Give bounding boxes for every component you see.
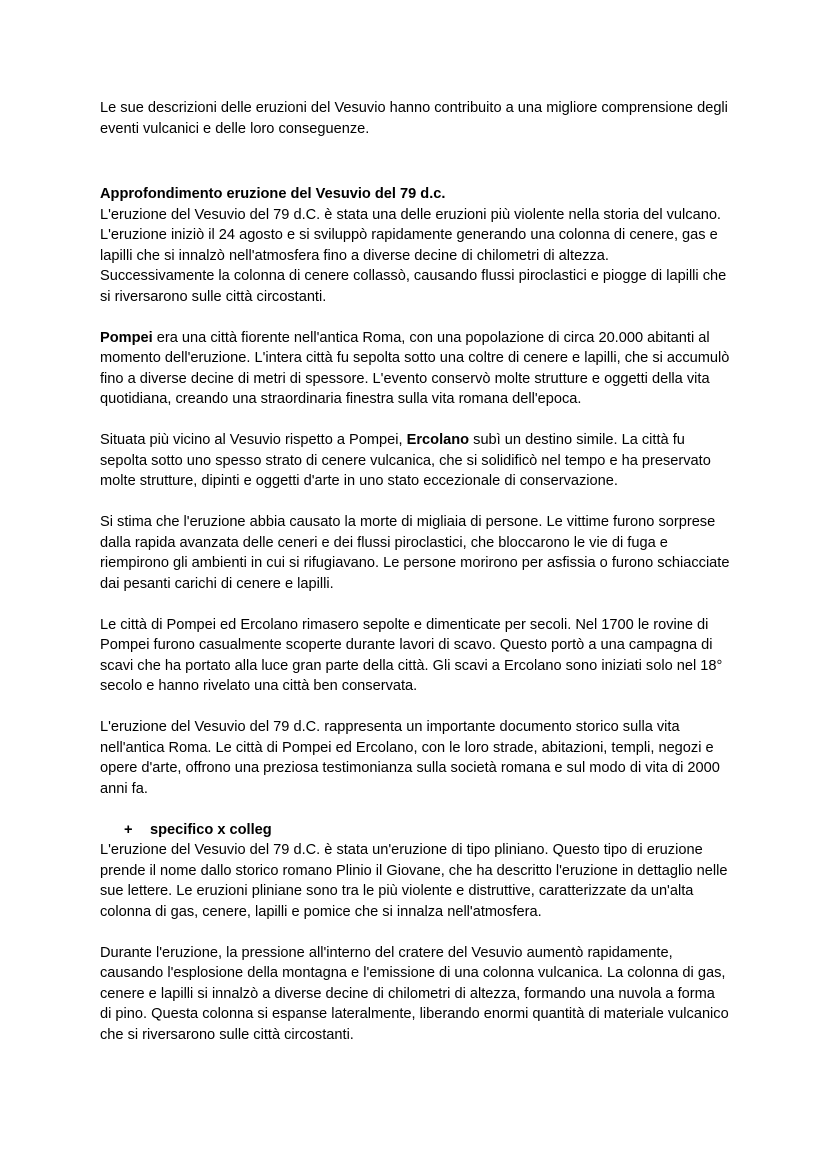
plus-bullet-icon: + <box>124 821 133 838</box>
spacer <box>100 139 730 179</box>
paragraph-eruption-overview: L'eruzione del Vesuvio del 79 d.C. è stata una delle eruzioni più violente nella storia del vulcano. L'eruzione iniziò il 24 agosto e si sviluppò rapidamente generando una colonna di cenere, gas e lapilli che si innalzò nell'atmosfera fino a diverse decine di chilometri di altezza. <box>100 206 721 264</box>
spacer <box>100 492 730 513</box>
spacer <box>100 922 730 943</box>
document-page <box>100 98 730 1045</box>
ercolano-term: Ercolano <box>406 432 470 448</box>
spacer <box>100 697 730 718</box>
intro-paragraph: Le sue descrizioni delle eruzioni del Vesuvio hanno contribuito a una migliore comprensione degli eventi vulcanici e delle loro conseguenze. <box>100 100 728 137</box>
paragraph-victims: Si stima che l'eruzione abbia causato la morte di migliaia di persone. Le vittime furono sorprese dalla rapida avanzata delle ceneri e dei flussi piroclastici, che bloccarono le vie di fuga e riempirono gli ambienti in cui si rifugiavano. Le persone morirono per asfissia o furono schiacciate dai pesanti carichi di cenere e lapilli. <box>100 514 730 592</box>
spacer <box>100 307 730 328</box>
paragraph-ercolano <box>100 430 730 492</box>
pompei-term: Pompei <box>100 329 153 346</box>
paragraph-plinian: L'eruzione del Vesuvio del 79 d.C. è stata un'eruzione di tipo pliniano. Questo tipo di eruzione prende il nome dallo storico romano Plinio il Giovane, che ha descritto l'eruzione in dettaglio nelle sue lettere. Le eruzioni pliniane sono tra le più violente e distruttive, caratterizzate da un'alta colonna di gas, cenere, lapilli e pomice che si innalza nell'atmosfera. <box>100 842 728 920</box>
bullet-label: specifico x colleg <box>150 821 272 838</box>
paragraph-pompei <box>100 328 730 410</box>
paragraph-historical-document: L'eruzione del Vesuvio del 79 d.C. rappresenta un importante documento storico sulla vita nell'antica Roma. Le città di Pompei ed Ercolano, con le loro strade, abitazioni, templi, negozi e opere d'arte, offrono una preziosa testimonianza sulla società romana e sul modo di vita di 2000 anni fa. <box>100 719 720 797</box>
paragraph-pressure: Durante l'eruzione, la pressione all'interno del cratere del Vesuvio aumentò rapidamente, causando l'esplosione della montagna e l'emissione di una colonna vulcanica. La colonna di gas, cenere e lapilli si innalzò a diverse decine di chilometri di altezza, formando una nuvola a forma di pino. Questa colonna si espanse lateralmente, liberando enormi quantità di materiale vulcanico che si riversarono sulle città circostanti. <box>100 944 729 1043</box>
spacer <box>100 410 730 431</box>
bullet-item <box>100 820 730 841</box>
spacer <box>100 799 730 820</box>
ercolano-text: subì un destino simile. La città fu sepolta sotto uno spesso strato di cenere vulcanica, che si solidificò nel tempo e ha preservato molte strutture, dipinti e oggetti d'arte in uno stato eccezionale di conservazione. <box>100 432 711 489</box>
paragraph-rediscovery: Le città di Pompei ed Ercolano rimasero sepolte e dimenticate per secoli. Nel 1700 le rovine di Pompei furono casualmente scoperte durante lavori di scavo. Questo portò a una campagna di scavi che ha portato alla luce gran parte della città. Gli scavi a Ercolano sono iniziati solo nel 18° secolo e hanno rivelato una città ben conservata. <box>100 616 723 694</box>
section-title: Approfondimento eruzione del Vesuvio del 79 d.c. <box>100 186 446 202</box>
spacer <box>100 594 730 615</box>
ercolano-lead: Situata più vicino al Vesuvio rispetto a Pompei, <box>100 432 407 448</box>
pompei-text: era una città fiorente nell'antica Roma, con una popolazione di circa 20.000 abitanti al momento dell'eruzione. L'intera città fu sepolta sotto una coltre di cenere e lapilli, che si accumulò fino a diverse decine di metri di spessore. L'evento conservò molte strutture e oggetti della vita quotidiana, creando una straordinaria finestra sulla vita romana dell'epoca. <box>100 329 730 407</box>
paragraph-column-collapse: Successivamente la colonna di cenere collassò, causando flussi piroclastici e piogge di lapilli che si riversarono sulle città circostanti. <box>100 268 727 305</box>
